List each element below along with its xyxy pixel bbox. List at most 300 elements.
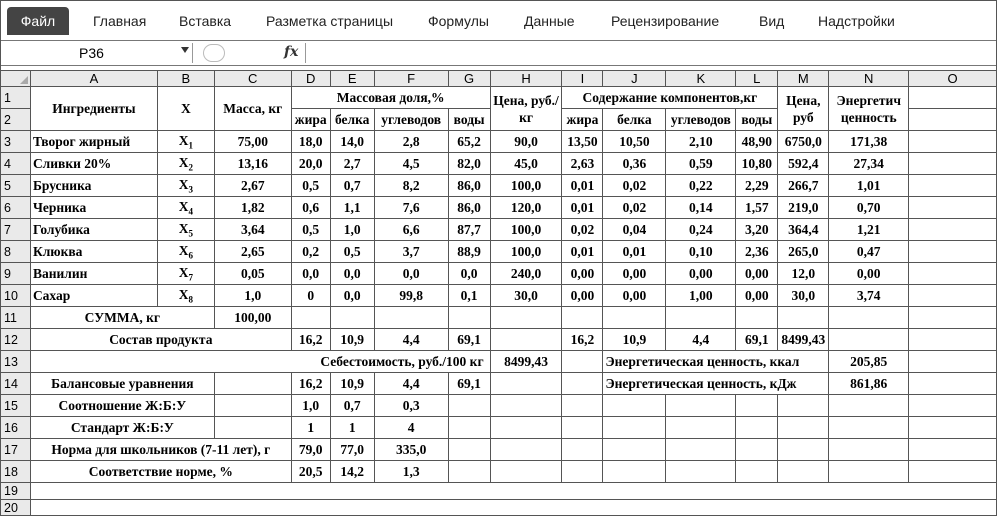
ingredient-i-cell[interactable]: 0,01 <box>562 241 603 263</box>
composition-protein[interactable]: 10,9 <box>330 329 374 351</box>
ingredient-name[interactable]: Черника <box>30 197 157 219</box>
cell[interactable] <box>490 417 562 439</box>
ingredient-name[interactable]: Клюква <box>30 241 157 263</box>
row-header-11[interactable]: 11 <box>1 307 31 329</box>
ingredient-k-cell[interactable]: 0,00 <box>666 263 736 285</box>
tab-insert[interactable]: Вставка <box>179 13 232 29</box>
ingredient-j-cell[interactable]: 0,02 <box>603 197 666 219</box>
ingredient-d-cell[interactable]: 20,0 <box>291 153 330 175</box>
ingredient-g-cell[interactable]: 88,9 <box>448 241 490 263</box>
norm-fat[interactable]: 79,0 <box>291 439 330 461</box>
ingredient-name[interactable]: Сахар <box>30 285 157 307</box>
tab-home[interactable]: Главная <box>93 13 147 29</box>
cell[interactable] <box>909 351 997 373</box>
ingredient-j-cell[interactable]: 0,36 <box>603 153 666 175</box>
cell[interactable] <box>909 395 997 417</box>
ingredient-e-cell[interactable]: 14,0 <box>330 131 374 153</box>
ratio-fat[interactable]: 1,0 <box>291 395 330 417</box>
cell[interactable] <box>829 439 909 461</box>
ingredient-d-cell[interactable]: 0,5 <box>291 219 330 241</box>
cell[interactable] <box>909 263 997 285</box>
ingredient-j-cell[interactable]: 0,00 <box>603 263 666 285</box>
header-protein[interactable]: белка <box>603 109 666 131</box>
composition-protein-kg[interactable]: 10,9 <box>603 329 666 351</box>
row-header-6[interactable]: 6 <box>1 197 31 219</box>
ingredient-i-cell[interactable]: 2,63 <box>562 153 603 175</box>
ingredient-g-cell[interactable]: 65,2 <box>448 131 490 153</box>
tab-review[interactable]: Рецензирование <box>611 13 720 29</box>
ingredient-e-cell[interactable]: 2,7 <box>330 153 374 175</box>
header-ingredients[interactable]: Ингредиенты <box>30 87 157 131</box>
ingredient-g-cell[interactable]: 82,0 <box>448 153 490 175</box>
ingredient-k-cell[interactable]: 0,22 <box>666 175 736 197</box>
cell[interactable] <box>736 307 778 329</box>
cell[interactable] <box>562 351 603 373</box>
ingredient-variable[interactable] <box>157 219 214 241</box>
col-header-g[interactable]: G <box>448 71 490 87</box>
cell[interactable] <box>490 439 562 461</box>
ingredient-f-cell[interactable]: 4,5 <box>374 153 448 175</box>
standard-protein[interactable]: 1 <box>330 417 374 439</box>
table-row <box>1 351 997 373</box>
cell[interactable] <box>829 395 909 417</box>
cell[interactable] <box>490 307 562 329</box>
ingredient-i-cell[interactable]: 0,00 <box>562 285 603 307</box>
ingredient-h-cell[interactable]: 240,0 <box>490 263 562 285</box>
standard-fat[interactable]: 1 <box>291 417 330 439</box>
col-header-i[interactable]: I <box>562 71 603 87</box>
ingredient-d-cell[interactable]: 0,0 <box>291 263 330 285</box>
col-header-h[interactable]: H <box>490 71 562 87</box>
ingredient-d-cell[interactable]: 0 <box>291 285 330 307</box>
ingredient-h-cell[interactable]: 45,0 <box>490 153 562 175</box>
cell[interactable] <box>909 197 997 219</box>
cell[interactable] <box>603 461 666 483</box>
ingredient-mass-cell[interactable]: 0,05 <box>214 263 291 285</box>
cell[interactable] <box>490 373 562 395</box>
col-header-l[interactable]: L <box>736 71 778 87</box>
ratio-protein[interactable]: 0,7 <box>330 395 374 417</box>
ingredient-name[interactable]: Голубика <box>30 219 157 241</box>
ingredient-m-cell[interactable]: 265,0 <box>778 241 829 263</box>
ingredient-h-cell[interactable]: 90,0 <box>490 131 562 153</box>
cell[interactable] <box>829 329 909 351</box>
header-energy[interactable]: Энергетич ценность <box>829 87 909 131</box>
balance-water[interactable]: 69,1 <box>448 373 490 395</box>
ingredient-l-cell[interactable]: 3,20 <box>736 219 778 241</box>
cell[interactable] <box>909 373 997 395</box>
cell[interactable] <box>909 219 997 241</box>
norm-label[interactable]: Норма для школьников (7-11 лет), г <box>30 439 291 461</box>
cell[interactable] <box>562 417 603 439</box>
header-carbs[interactable]: углеводов <box>666 109 736 131</box>
variable-letter: X <box>178 242 189 258</box>
compliance-label[interactable]: Соответствие норме, % <box>30 461 291 483</box>
cell[interactable] <box>214 373 291 395</box>
ingredient-e-cell[interactable]: 0,0 <box>330 285 374 307</box>
ingredient-mass-cell[interactable]: 13,16 <box>214 153 291 175</box>
ingredient-h-cell[interactable]: 100,0 <box>490 241 562 263</box>
cell[interactable] <box>778 461 829 483</box>
cell[interactable] <box>562 373 603 395</box>
ingredient-n-cell[interactable]: 3,74 <box>829 285 909 307</box>
ingredient-mass-cell[interactable]: 3,64 <box>214 219 291 241</box>
cell[interactable] <box>829 307 909 329</box>
ingredient-m-cell[interactable]: 219,0 <box>778 197 829 219</box>
cell[interactable] <box>603 417 666 439</box>
ingredient-m-cell[interactable]: 12,0 <box>778 263 829 285</box>
ingredient-variable[interactable] <box>157 153 214 175</box>
balance-fat[interactable]: 16,2 <box>291 373 330 395</box>
header-fat[interactable]: жира <box>562 109 603 131</box>
ingredient-m-cell[interactable]: 6750,0 <box>778 131 829 153</box>
standard-label[interactable]: Стандарт Ж:Б:У <box>30 417 214 439</box>
cell[interactable] <box>829 417 909 439</box>
composition-water[interactable]: 69,1 <box>448 329 490 351</box>
col-header-f[interactable]: F <box>374 71 448 87</box>
select-all-corner[interactable] <box>1 71 31 87</box>
ratio-carbs[interactable]: 0,3 <box>374 395 448 417</box>
row-header-17[interactable]: 17 <box>1 439 31 461</box>
variable-index: 4 <box>188 206 193 217</box>
col-header-k[interactable]: K <box>666 71 736 87</box>
ingredient-n-cell[interactable]: 0,00 <box>829 263 909 285</box>
cell[interactable] <box>448 461 490 483</box>
ingredient-i-cell[interactable]: 0,01 <box>562 197 603 219</box>
ingredient-mass-cell[interactable]: 75,00 <box>214 131 291 153</box>
energy-kcal-value[interactable]: 205,85 <box>829 351 909 373</box>
ingredient-j-cell[interactable]: 0,01 <box>603 241 666 263</box>
energy-kj-value[interactable]: 861,86 <box>829 373 909 395</box>
ingredient-mass-cell[interactable]: 1,0 <box>214 285 291 307</box>
ingredient-m-cell[interactable]: 364,4 <box>778 219 829 241</box>
cell[interactable] <box>490 395 562 417</box>
ingredient-n-cell[interactable]: 0,47 <box>829 241 909 263</box>
empty-row[interactable] <box>30 500 996 516</box>
cell[interactable] <box>448 395 490 417</box>
cell[interactable] <box>490 329 562 351</box>
ratio-label[interactable]: Соотношение Ж:Б:У <box>30 395 214 417</box>
compliance-carbs[interactable]: 1,3 <box>374 461 448 483</box>
col-header-e[interactable]: E <box>330 71 374 87</box>
ingredient-l-cell[interactable]: 2,29 <box>736 175 778 197</box>
header-x[interactable]: X <box>157 87 214 131</box>
ingredient-m-cell[interactable]: 30,0 <box>778 285 829 307</box>
compliance-protein[interactable]: 14,2 <box>330 461 374 483</box>
row-header-2[interactable]: 2 <box>1 109 31 131</box>
ingredient-d-cell[interactable]: 0,6 <box>291 197 330 219</box>
formula-input[interactable] <box>311 44 991 62</box>
balance-protein[interactable]: 10,9 <box>330 373 374 395</box>
header-water[interactable]: воды <box>448 109 490 131</box>
ingredient-h-cell[interactable]: 100,0 <box>490 219 562 241</box>
cell[interactable] <box>736 461 778 483</box>
cell[interactable] <box>909 285 997 307</box>
cell[interactable] <box>214 417 291 439</box>
norm-protein[interactable]: 77,0 <box>330 439 374 461</box>
compliance-fat[interactable]: 20,5 <box>291 461 330 483</box>
ingredient-n-cell[interactable]: 171,38 <box>829 131 909 153</box>
cell[interactable] <box>909 109 997 131</box>
col-header-n[interactable]: N <box>829 71 909 87</box>
ingredient-f-cell[interactable]: 2,8 <box>374 131 448 153</box>
cell[interactable] <box>909 461 997 483</box>
tab-formulas[interactable]: Формулы <box>428 13 489 29</box>
cell[interactable] <box>909 87 997 109</box>
col-header-j[interactable]: J <box>603 71 666 87</box>
sum-value[interactable]: 100,00 <box>214 307 291 329</box>
cell[interactable] <box>291 307 330 329</box>
ingredient-h-cell[interactable]: 100,0 <box>490 175 562 197</box>
ingredient-i-cell[interactable]: 0,00 <box>562 263 603 285</box>
norm-carbs[interactable]: 335,0 <box>374 439 448 461</box>
ingredient-k-cell[interactable]: 1,00 <box>666 285 736 307</box>
composition-fat[interactable]: 16,2 <box>291 329 330 351</box>
ingredient-variable[interactable] <box>157 285 214 307</box>
ingredient-e-cell[interactable]: 0,5 <box>330 241 374 263</box>
row-header-12[interactable]: 12 <box>1 329 31 351</box>
ingredient-k-cell[interactable]: 2,10 <box>666 131 736 153</box>
row-header-16[interactable]: 16 <box>1 417 31 439</box>
cell[interactable] <box>603 307 666 329</box>
ingredient-n-cell[interactable]: 1,21 <box>829 219 909 241</box>
header-water[interactable]: воды <box>736 109 778 131</box>
ingredient-n-cell[interactable]: 1,01 <box>829 175 909 197</box>
cell[interactable] <box>603 395 666 417</box>
cell[interactable] <box>330 307 374 329</box>
header-price-rub[interactable]: Цена, руб <box>778 87 829 131</box>
header-components[interactable]: Содержание компонентов,кг <box>562 87 778 109</box>
cell[interactable] <box>778 439 829 461</box>
variable-index: 5 <box>188 228 193 239</box>
tab-view[interactable]: Вид <box>759 13 785 29</box>
composition-label[interactable]: Состав продукта <box>30 329 291 351</box>
cell[interactable] <box>909 439 997 461</box>
ingredient-e-cell[interactable]: 1,0 <box>330 219 374 241</box>
composition-price[interactable]: 8499,43 <box>778 329 829 351</box>
cell[interactable] <box>562 461 603 483</box>
cell[interactable] <box>909 241 997 263</box>
composition-carbs-kg[interactable]: 4,4 <box>666 329 736 351</box>
row-header-19[interactable]: 19 <box>1 483 31 500</box>
cell[interactable] <box>909 131 997 153</box>
ingredient-f-cell[interactable]: 7,6 <box>374 197 448 219</box>
ingredient-j-cell[interactable]: 10,50 <box>603 131 666 153</box>
sum-label[interactable]: СУММА, кг <box>30 307 214 329</box>
row-header-3[interactable]: 3 <box>1 131 31 153</box>
cell[interactable] <box>448 439 490 461</box>
row-header-15[interactable]: 15 <box>1 395 31 417</box>
name-box-value: P36 <box>79 45 104 61</box>
ingredient-variable[interactable] <box>157 241 214 263</box>
row-header-20[interactable]: 20 <box>1 500 31 516</box>
ingredient-variable[interactable] <box>157 197 214 219</box>
ingredient-variable[interactable] <box>157 175 214 197</box>
tab-data[interactable]: Данные <box>524 13 575 29</box>
ingredient-h-cell[interactable]: 30,0 <box>490 285 562 307</box>
cell[interactable] <box>778 417 829 439</box>
ingredient-e-cell[interactable]: 0,7 <box>330 175 374 197</box>
ingredient-g-cell[interactable]: 0,1 <box>448 285 490 307</box>
cell[interactable] <box>666 461 736 483</box>
table-row <box>1 131 997 153</box>
row-header-18[interactable]: 18 <box>1 461 31 483</box>
cell[interactable] <box>778 307 829 329</box>
ingredient-name[interactable]: Ванилин <box>30 263 157 285</box>
cost-label[interactable]: Себестоимость, руб./100 кг <box>30 351 490 373</box>
header-carbs[interactable]: углеводов <box>374 109 448 131</box>
ingredient-name[interactable]: Брусника <box>30 175 157 197</box>
ingredient-g-cell[interactable]: 0,0 <box>448 263 490 285</box>
ingredient-k-cell[interactable]: 0,59 <box>666 153 736 175</box>
energy-kj-label[interactable]: Энергетическая ценность, кДж <box>603 373 829 395</box>
ingredient-f-cell[interactable]: 3,7 <box>374 241 448 263</box>
standard-carbs[interactable]: 4 <box>374 417 448 439</box>
insert-function-icon[interactable]: fx <box>284 44 299 60</box>
header-fat[interactable]: жира <box>291 109 330 131</box>
cell[interactable] <box>909 175 997 197</box>
ingredient-f-cell[interactable]: 0,0 <box>374 263 448 285</box>
cell[interactable] <box>666 417 736 439</box>
ingredient-e-cell[interactable]: 0,0 <box>330 263 374 285</box>
ingredient-h-cell[interactable]: 120,0 <box>490 197 562 219</box>
col-header-o[interactable]: O <box>909 71 997 87</box>
variable-index: 3 <box>188 184 193 195</box>
ingredient-j-cell[interactable]: 0,04 <box>603 219 666 241</box>
ingredient-g-cell[interactable]: 86,0 <box>448 197 490 219</box>
cell[interactable] <box>666 395 736 417</box>
ingredient-j-cell[interactable]: 0,00 <box>603 285 666 307</box>
ingredient-e-cell[interactable]: 1,1 <box>330 197 374 219</box>
cell[interactable] <box>736 395 778 417</box>
cell[interactable] <box>736 417 778 439</box>
name-box-dropdown-icon[interactable] <box>181 47 189 53</box>
cell[interactable] <box>829 461 909 483</box>
ingredient-variable[interactable] <box>157 131 214 153</box>
ingredient-f-cell[interactable]: 99,8 <box>374 285 448 307</box>
cell[interactable] <box>448 417 490 439</box>
row-header-14[interactable]: 14 <box>1 373 31 395</box>
ingredient-name[interactable]: Сливки 20% <box>30 153 157 175</box>
ingredient-m-cell[interactable]: 592,4 <box>778 153 829 175</box>
cell[interactable] <box>562 439 603 461</box>
header-price-kg[interactable]: Цена, руб./кг <box>490 87 562 131</box>
ingredient-mass-cell[interactable]: 1,82 <box>214 197 291 219</box>
cell[interactable] <box>448 307 490 329</box>
cell[interactable] <box>666 307 736 329</box>
ingredient-k-cell[interactable]: 0,10 <box>666 241 736 263</box>
ingredient-mass-cell[interactable]: 2,65 <box>214 241 291 263</box>
ingredient-g-cell[interactable]: 86,0 <box>448 175 490 197</box>
name-box[interactable] <box>5 43 193 63</box>
cell[interactable] <box>909 417 997 439</box>
table-row <box>1 500 997 516</box>
row-header-9[interactable]: 9 <box>1 263 31 285</box>
ingredient-g-cell[interactable]: 87,7 <box>448 219 490 241</box>
col-header-m[interactable]: M <box>778 71 829 87</box>
ingredient-name[interactable]: Творог жирный <box>30 131 157 153</box>
ingredient-m-cell[interactable]: 266,7 <box>778 175 829 197</box>
cell[interactable] <box>490 461 562 483</box>
row-header-1[interactable]: 1 <box>1 87 31 109</box>
col-header-a[interactable]: A <box>30 71 157 87</box>
table-row <box>1 87 997 109</box>
ingredient-i-cell[interactable]: 0,01 <box>562 175 603 197</box>
cell[interactable] <box>736 439 778 461</box>
composition-water-kg[interactable]: 69,1 <box>736 329 778 351</box>
tab-addins[interactable]: Надстройки <box>818 13 895 29</box>
ingredient-f-cell[interactable]: 6,6 <box>374 219 448 241</box>
ingredient-k-cell[interactable]: 0,24 <box>666 219 736 241</box>
col-header-d[interactable]: D <box>291 71 330 87</box>
row-header-7[interactable]: 7 <box>1 219 31 241</box>
composition-carbs[interactable]: 4,4 <box>374 329 448 351</box>
ingredient-l-cell[interactable]: 1,57 <box>736 197 778 219</box>
balance-label[interactable]: Балансовые уравнения <box>30 373 214 395</box>
cell[interactable] <box>374 307 448 329</box>
cell[interactable] <box>909 329 997 351</box>
ingredient-l-cell[interactable]: 0,00 <box>736 263 778 285</box>
energy-kcal-label[interactable]: Энергетическая ценность, ккал <box>603 351 829 373</box>
ingredient-i-cell[interactable]: 0,02 <box>562 219 603 241</box>
header-mass[interactable]: Масса, кг <box>214 87 291 131</box>
ingredient-l-cell[interactable]: 10,80 <box>736 153 778 175</box>
col-header-b[interactable]: B <box>157 71 214 87</box>
ingredient-f-cell[interactable]: 8,2 <box>374 175 448 197</box>
tab-file[interactable]: Файл <box>7 7 69 35</box>
balance-carbs[interactable]: 4,4 <box>374 373 448 395</box>
cell[interactable] <box>214 395 291 417</box>
ingredient-d-cell[interactable]: 0,5 <box>291 175 330 197</box>
row-header-13[interactable]: 13 <box>1 351 31 373</box>
ingredient-mass-cell[interactable]: 2,67 <box>214 175 291 197</box>
cell[interactable] <box>909 307 997 329</box>
cell[interactable] <box>666 439 736 461</box>
row-header-10[interactable]: 10 <box>1 285 31 307</box>
table-row <box>1 241 997 263</box>
empty-row[interactable] <box>30 483 996 500</box>
ingredient-d-cell[interactable]: 0,2 <box>291 241 330 263</box>
ingredient-i-cell[interactable]: 13,50 <box>562 131 603 153</box>
tab-page-layout[interactable]: Разметка страницы <box>266 13 394 29</box>
ingredient-d-cell[interactable]: 18,0 <box>291 131 330 153</box>
cell[interactable] <box>562 307 603 329</box>
table-row <box>1 329 997 351</box>
row-header-5[interactable]: 5 <box>1 175 31 197</box>
ingredient-n-cell[interactable]: 27,34 <box>829 153 909 175</box>
cell[interactable] <box>909 153 997 175</box>
composition-fat-kg[interactable]: 16,2 <box>562 329 603 351</box>
ingredient-variable[interactable] <box>157 263 214 285</box>
ingredient-l-cell[interactable]: 0,00 <box>736 285 778 307</box>
row-header-8[interactable]: 8 <box>1 241 31 263</box>
ingredient-n-cell[interactable]: 0,70 <box>829 197 909 219</box>
variable-index: 1 <box>188 140 193 151</box>
header-mass-fraction[interactable]: Массовая доля,% <box>291 87 490 109</box>
cell[interactable] <box>778 395 829 417</box>
ingredient-l-cell[interactable]: 2,36 <box>736 241 778 263</box>
header-protein[interactable]: белка <box>330 109 374 131</box>
ingredient-l-cell[interactable]: 48,90 <box>736 131 778 153</box>
row-header-4[interactable]: 4 <box>1 153 31 175</box>
cell[interactable] <box>562 395 603 417</box>
ingredient-k-cell[interactable]: 0,14 <box>666 197 736 219</box>
cell[interactable] <box>603 439 666 461</box>
cost-value[interactable]: 8499,43 <box>490 351 562 373</box>
ingredient-j-cell[interactable]: 0,02 <box>603 175 666 197</box>
table-row <box>1 175 997 197</box>
col-header-c[interactable]: C <box>214 71 291 87</box>
